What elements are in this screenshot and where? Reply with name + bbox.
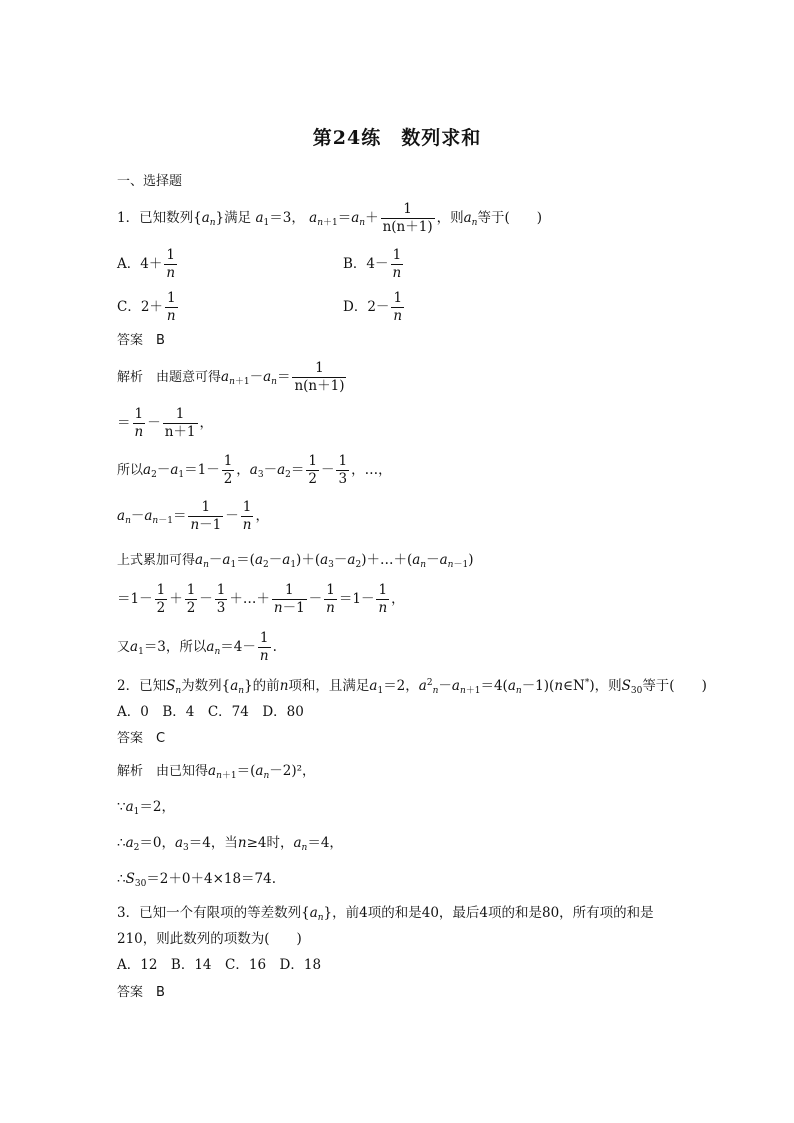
question-2-stem: 2．已知$S_n$为数列$\{a_n\}$的前n项和，且满足$a_1=2$，$a^2_n-a_{n+1}=4(a_n-1)(n\in N^*)$，则$S_{30}$等于( ): [117, 678, 707, 696]
section-heading: 一、选择题: [117, 174, 183, 189]
option-d: D．2－ $\frac{1}{n}$: [343, 290, 403, 324]
solution-2-line-2: $\because a_1=2$，: [117, 799, 175, 817]
option-c: C．2＋ $\frac{1}{n}$: [117, 290, 176, 324]
question-2-options: A．0 B．4 C．74 D．80: [117, 704, 304, 720]
solution-1-line-5: 上式累加可得$a_n-a_1=(a_2-a_1)+(a_3-a_2)+\dots+(a_n-a_{n-1})$: [117, 552, 474, 570]
solution-1-line-4: $a_n-a_{n-1}=$ $\frac{1}{n-1}$ － $\frac{1}{n}$ ，: [117, 499, 269, 533]
solution-1-line-2: ＝ $\frac{1}{n}$ － $\frac{1}{n+1}$ ，: [117, 406, 213, 440]
page-title: 第24练 数列求和: [312, 127, 482, 149]
solution-2-line-4: $\therefore S_{30}=2+0+4\times 18=74$.: [117, 871, 277, 889]
solution-1-line-3: 所以$a_2-a_1=1-$ $\frac{1}{2}$ ，$a_3-a_2=$ $\frac{1}{2}$ － $\frac{1}{3}$ ，…，: [117, 453, 392, 487]
option-a: A．4＋ $\frac{1}{n}$: [117, 247, 176, 281]
solution-1-line-7: 又$a_1=3$，所以$a_n=4-$ $\frac{1}{n}$ .: [117, 630, 277, 664]
answer-1: 答案 B: [117, 333, 165, 348]
question-3-stem-line-1: 3．已知一个有限项的等差数列$\{a_n\}$，前4项的和是40，最后4项的和是80，所有项的和是: [117, 905, 654, 923]
question-1-stem: 1．已知数列$\{a_n\}$满足 $a_1=3$， $a_{n+1}=a_n+$ $\frac{1}{n(n+1)}$ ，则$a_n$等于( ): [117, 201, 542, 235]
answer-2: 答案 C: [117, 731, 166, 746]
answer-3: 答案 B: [117, 985, 165, 1000]
fraction: $\frac{1}{n(n+1)}$: [382, 201, 433, 235]
solution-1-line-6: ＝1－ $\frac{1}{2}$ ＋ $\frac{1}{2}$ － $\frac{1}{3}$ ＋…＋ $\frac{1}{n-1}$ － $\frac{1}{n}$ ＝1－ $\frac{1}{n}$ ，: [117, 582, 405, 616]
option-b: B．4－ $\frac{1}{n}$: [343, 247, 402, 281]
question-3-stem-line-2: 210，则此数列的项数为( ): [117, 931, 302, 947]
solution-2-line-1: 解析 由已知得$a_{n+1}=(a_n-2)^2$，: [117, 763, 316, 781]
solution-2-line-3: $\therefore a_2=0$，$a_3=4$，当n≥4时，$a_n=4$，: [117, 835, 343, 853]
solution-1-line-1: 解析 由题意可得$a_{n+1}-a_n=$ $\frac{1}{n(n+1)}$: [117, 360, 345, 394]
question-3-options: A．12 B．14 C．16 D．18: [117, 957, 322, 973]
